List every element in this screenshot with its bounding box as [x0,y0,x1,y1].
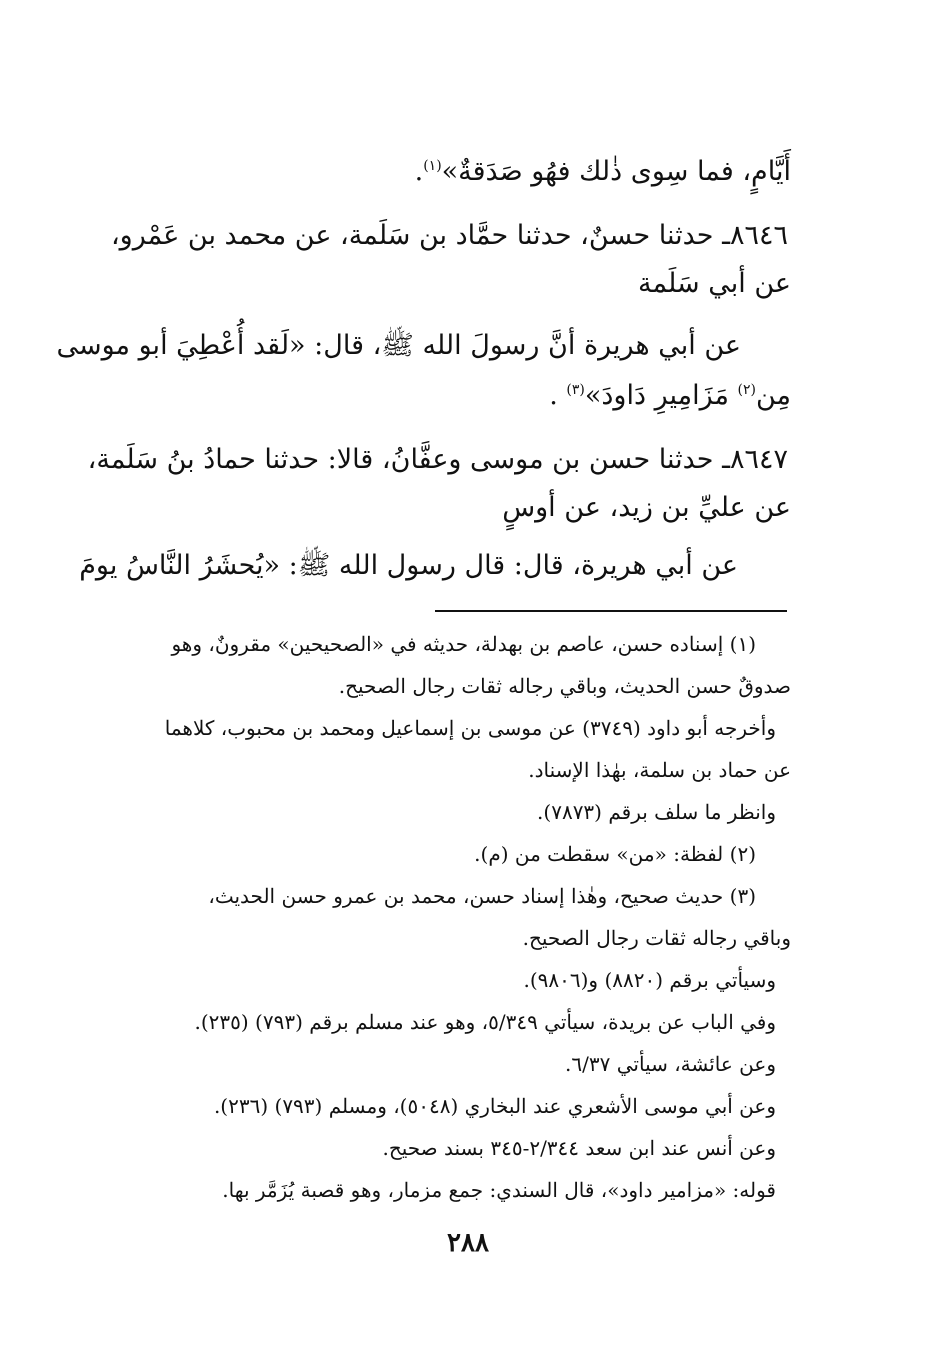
footnote-separator [435,610,787,612]
main-text: أَيَّامٍ، فما سِوى ذٰلك فهُو صَدَقةٌ» [441,156,791,187]
page-number: ٢٨٨ [447,1228,489,1258]
footnote-3-line-4 [76,1006,776,1038]
hadith-8647-line-2 [91,488,791,528]
footnote-3-line-8 [76,1174,776,1206]
footnote-text: وانظر ما سلف برقم (٧٨٧٣). [537,800,776,824]
footnote-3-line-2 [91,922,791,954]
footnote-ref-2: (٢) [737,382,756,398]
footnote-text: عن حماد بن سلمة، بهٰذا الإسناد. [528,758,791,782]
hadith-8646-line-2 [91,264,791,304]
hadith-8647-line-1 [88,440,788,480]
footnote-3-line-5 [76,1048,776,1080]
footnote-text: وعن عائشة، سيأتي ٦/٣٧. [565,1052,776,1076]
hadith-8646-line-4 [91,376,791,416]
hadith-8647-text: عن أبي هريرة، قال: قال رسول الله ﷺ: «يُحشَرُ النَّاسُ يومَ [79,550,738,581]
footnote-1-line-4 [91,754,791,786]
footnote-text: (٢) لفظة: «من» سقطت من (م). [474,842,756,866]
footnote-3-line-6 [76,1090,776,1122]
footnote-text: صدوقٌ حسن الحديث، وباقي رجاله ثقات رجال الصحيح. [338,674,791,698]
footnote-1-line-5 [76,796,776,828]
footnote-ref-1: (١) [423,158,442,174]
footnote-text: (٣) حديث صحيح، وهٰذا إسناد حسن، محمد بن عمرو حسن الحديث، [208,884,756,908]
footnote-3-line-1 [56,880,756,912]
footnote-text: وسيأتي برقم (٨٨٢٠) و(٩٨٠٦). [523,968,776,992]
footnote-text: وعن أنس عند ابن سعد ٢/٣٤٤-٣٤٥ بسند صحيح. [382,1136,776,1160]
hadith-8647-text: ٨٦٤٧ـ حدثنا حسن بن موسى وعفَّانُ، قالا: حدثنا حمادُ بنُ سَلَمة، [87,444,788,475]
footnote-1-line-3 [76,712,776,744]
hadith-8647-line-3 [38,546,738,586]
hadith-8646-text: عن أبي سَلَمة [638,268,791,299]
main-text: . [549,380,567,411]
hadith-8646-text: ٨٦٤٦ـ حدثنا حسنٌ، حدثنا حمَّاد بن سَلَمة، عن محمد بن عَمْرو، [110,220,788,251]
main-text: مِن [755,380,791,411]
main-line-1 [91,152,791,192]
footnote-text: وفي الباب عن بريدة، سيأتي ٥/٣٤٩، وهو عند مسلم برقم (٧٩٣) (٢٣٥). [194,1010,776,1034]
footnote-3-line-7 [76,1132,776,1164]
footnote-text: (١) إسناده حسن، عاصم بن بهدلة، حديثه في «الصحيحين» مقرونٌ، وهو [171,632,756,656]
footnote-1-line-1 [56,628,756,660]
main-text: مَزَامِيرِ دَاودَ» [584,380,738,411]
footnote-text: وعن أبي موسى الأشعري عند البخاري (٥٠٤٨)، ومسلم (٧٩٣) (٢٣٦). [213,1094,776,1118]
footnote-text: وباقي رجاله ثقات رجال الصحيح. [522,926,791,950]
hadith-8646-line-3 [41,326,741,366]
footnote-ref-3: (٣) [566,382,585,398]
main-text: . [414,156,424,187]
footnote-text: وأخرجه أبو داود (٣٧٤٩) عن موسى بن إسماعيل ومحمد بن محبوب، كلاهما [164,716,776,740]
footnote-text: قوله: «مزامير داود»، قال السندي: جمع مزمار، وهو قصبة يُزَمَّر بها. [222,1178,776,1202]
footnote-3-line-3 [76,964,776,996]
footnote-2-line-1 [56,838,756,870]
footnote-1-line-2 [91,670,791,702]
hadith-8646-line-1 [88,216,788,256]
hadith-8646-text: عن أبي هريرة أنَّ رسولَ الله ﷺ، قال: «لَقد أُعْطِيَ أبو موسى [56,330,741,361]
hadith-8647-text: عن عليِّ بن زيد، عن أوسٍ [502,492,791,523]
